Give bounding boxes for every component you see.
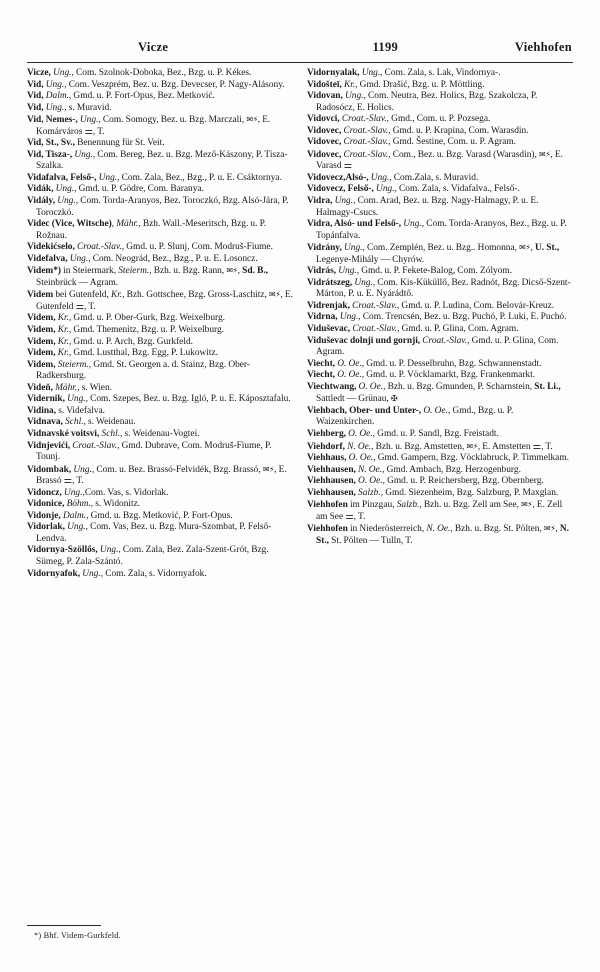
dictionary-entry: Vid, Nemes-, Ung., Com. Somogy, Bez. u. Bzg. Marczali, ✉⚡, E. Komárváros ⚌, T. [27, 115, 271, 137]
dictionary-entry: Vidonice, Böhm., s. Widonitz. [27, 499, 141, 510]
dictionary-entry: Vidorlak, Ung., Com. Vas, Bez. u. Bzg. Mura-Szombat, P. Felső-Lendva. [27, 522, 272, 544]
dictionary-entry: Vidra, Alsó- und Felső-, Ung., Com. Torda-Aranyos, Bez., Bzg. u. P. Topánfalva. [307, 219, 567, 241]
dictionary-entry: Vidrenjak, Croat.-Slav., Gmd. u. P. Ludina, Com. Belovár-Kreuz. [307, 300, 555, 311]
header-right-catchword: Viehhofen [514, 40, 572, 54]
dictionary-entry: Vidrna, Ung., Com. Trencsén, Bez. u. Bzg. Puchó, P. Luki, E. Puchó. [307, 312, 567, 323]
dictionary-entry: Vidovecz,Alsó-, Ung., Com.Zala, s. Muravid. [307, 172, 479, 183]
dictionary-entry: Vidovec, Croat.-Slav., Com., Bez. u. Bzg. Varasd (Warasdin), ✉⚡, E. Varasd ⚌ [307, 149, 563, 172]
dictionary-entry: Vidrás, Ung., Gmd. u. P. Fekete-Balog, Com. Zólyom. [307, 266, 513, 277]
dictionary-entry: Vidovec, Croat.-Slav., Gmd. Šestine, Com. u. P. Agram. [307, 137, 516, 148]
dictionary-entry: Vidrátszeg, Ung., Com. Kis-Küküllő, Bez. Radnót, Bzg. Dicső-Szent-Márton, P. u. E. Nyárádtő. [307, 277, 571, 300]
dictionary-entry: Vicze, Ung., Com. Szolnok-Doboka, Bez., Bzg. u. P. Kékes. [27, 68, 252, 78]
dictionary-entry: Viehhausen, O. Oe., Gmd. u. P. Reichersberg, Bzg. Obernberg. [307, 476, 544, 487]
dictionary-entry: Viehdorf, N. Oe., Bzh. u. Bzg. Amstetten, ✉⚡, E. Amstetten ⚌, T. [307, 441, 553, 452]
dictionary-entry: Viehhofen im Pinzgau, Salzb., Bzh. u. Bzg. Zell am See, ✉⚡, E. Zell am See ⚌, T. [307, 500, 563, 522]
dictionary-entry: Viehhausen, N. Oe., Gmd. Ambach, Bzg. Herzogenburg. [307, 464, 521, 475]
dictionary-entry: Vidovec, Croat.-Slav., Gmd. u. P. Krapina, Com. Warasdin. [307, 125, 529, 136]
column-right [307, 68, 573, 928]
dictionary-entry: Viehhofen in Niederösterreich, N. Oe., Bzh. u. Bzg. St. Pölten, ✉⚡, N. St., St. Pölten — Tulln, T. [307, 524, 569, 546]
dictionary-entry: Viduševac dolnji und gornji, Croat.-Slav., Gmd. u. P. Glina, Com. Agram. [307, 335, 559, 358]
dictionary-entry: Videfalva, Ung., Com. Neográd, Bez., Bzg., P. u. E. Losoncz. [27, 253, 258, 264]
text-columns [27, 68, 573, 928]
dictionary-entry: Vid, Ung., Com. Veszprém, Bez. u. Bzg. Devecser, P. Nagy-Alásony. [27, 79, 285, 90]
page-header [28, 40, 572, 60]
dictionary-entry: Viechtwang, O. Oe., Bzh. u. Bzg. Gmunden, P. Scharnstein, St. Li., Sattledt — Grünau, ✠ [307, 381, 561, 405]
dictionary-entry: Vidonje, Dalm., Gmd. u. Bzg. Metković, P. Fort-Opus. [27, 510, 233, 521]
dictionary-entry: Vidornyalak, Ung., Com. Zala, s. Lak, Vindornya-. [307, 68, 501, 78]
dictionary-entry: Viecht, O. Oe., Gmd. u. P. Vöcklamarkt, Bzg. Frankenmarkt. [307, 370, 536, 381]
dictionary-entry: Vidornyafok, Ung., Com. Zala, s. Vidornyafok. [27, 568, 207, 579]
dictionary-entry: Vidovecz, Felső-, Ung., Com. Zala, s. Vidafalva., Felső-. [307, 184, 520, 195]
header-left-catchword: Vicze [138, 40, 169, 54]
dictionary-entry: Vid, Dalm., Gmd. u. P. Fort-Opus, Bez. Metković. [27, 91, 215, 102]
dictionary-entry: Vid, Ung., s. Muravid. [27, 102, 112, 113]
dictionary-entry: Viehhaus, O. Oe., Gmd. Gampern, Bzg. Vöcklabruck, P. Timmelkam. [307, 453, 569, 464]
dictionary-entry: Videm*) in Steiermark, Steierm., Bzh. u. Bzg. Rann, ✉⚡, Sd. B., Steinbrück — Agram. [27, 266, 269, 288]
dictionary-entry: Videm bei Gutenfeld, Kr., Bzh. Gottschee, Bzg. Gross-Laschitz, ✉⚡, E. Gutenfeld ⚌, T. [27, 290, 293, 312]
page-number: 1199 [372, 40, 399, 54]
header-rule [27, 62, 573, 63]
dictionary-entry: Vidnava, Schl., s. Weidenau. [27, 417, 136, 428]
footnote-rule [27, 925, 101, 926]
dictionary-entry: Vidnjevići, Croat.-Slav., Gmd. Dubrave, Com. Modruš-Fiume, P. Tounj. [27, 440, 272, 463]
dictionary-entry: Vidošteī, Kr., Gmd. Drašić, Bzg. u. P. Möttling. [307, 79, 485, 90]
dictionary-entry: Viehberg, O. Oe., Gmd. u. P. Sandl, Bzg. Freistadt. [307, 428, 499, 439]
dictionary-entry: Vidrány, Ung., Com. Zemplén, Bez. u. Bzg.. Homonna, ✉⚡, U. St., Legenye-Mihály — Chyrów. [307, 243, 560, 265]
dictionary-entry: Viduševac, Croat.-Slav., Gmd. u. P. Glina, Com. Agram. [307, 324, 519, 335]
dictionary-entry: Viehhausen, Salzb., Gmd. Siezenheim, Bzg. Salzburg, P. Maxglan. [307, 487, 559, 498]
dictionary-entry: Videm, Kr., Gmd. Themenitz, Bzg. u. P. Weixelburg. [27, 325, 224, 336]
dictionary-entry: Vidombak, Ung., Com. u. Bez. Brassó-Felvidék, Bzg. Brassó, ✉⚡, E. Brassó ⚌, T. [27, 464, 287, 487]
dictionary-entry: Vidák, Ung., Gmd. u. P. Gödre, Com. Baranya. [27, 184, 204, 195]
dictionary-entry: Videm, Steierm., Gmd. St. Georgen a. d. Stainz, Bzg. Ober-Radkersburg. [27, 359, 250, 382]
dictionary-entry: Viehbach, Ober- und Unter-, O. Oe., Gmd., Bzg. u. P. Waizenkirchen. [307, 405, 514, 428]
dictionary-entry: Vidra, Ung., Com. Arad, Bez. u. Bzg. Nagy-Halmagy, P. u. E. Halmagy-Csucs. [307, 196, 539, 218]
dictionary-entry: Vidafalva, Felső-, Ung., Com. Zala, Bez., Bzg., P. u. E. Csáktornya. [27, 172, 282, 183]
dictionary-entry: Vidernik, Ung., Com. Szepes, Bez. u. Bzg. Igló, P. u. E. Káposztafalu. [27, 394, 291, 405]
dictionary-entry: Vidina, s. Videfalva. [27, 405, 105, 416]
dictionary-entry: Vid, St., Sv., Benennung für St. Veit. [27, 138, 165, 149]
dictionary-entry: Viecht, O. Oe., Gmd. u. P. Desselbruhn, Bzg. Schwannenstadt. [307, 358, 542, 369]
dictionary-entry: Vidoncz, Ung.,Com. Vas, s. Vidorlak. [27, 487, 169, 498]
dictionary-entry: Vid, Tisza-, Ung., Com. Bereg, Bez. u. Bzg. Mező-Kászony, P. Tisza-Szalka. [27, 149, 288, 172]
dictionary-entry: Videc (Vice, Witsche), Mähr., Bzh. Wall.-Meseritsch, Bzg. u. P. Rožnau. [27, 219, 267, 241]
dictionary-entry: Videm, Kr., Gmd. u. P. Arch, Bzg. Gurkfeld. [27, 336, 193, 347]
dictionary-entry: Videm, Kr., Gmd. Lustthal, Bzg. Egg, P. Lukowitz. [27, 348, 218, 359]
dictionary-entry: Vidály, Ung., Com. Torda-Aranyos, Bez. Toroczkó, Bzg. Alsó-Jára, P. Toroczkó. [27, 196, 289, 218]
dictionary-entry: Vidovci, Croat.-Slav., Gmd., Com. u. P. Pozsega. [307, 114, 491, 125]
column-left [27, 68, 293, 928]
dictionary-entry: Vidovan, Ung., Com. Neutra, Bez. Holics, Bzg. Szakolcza, P. Radosócz, E. Holics. [307, 91, 538, 113]
dictionary-entry: Videkićselo, Croat.-Slav., Gmd. u. P. Slunj, Com. Modruš-Fiume. [27, 242, 273, 253]
dictionary-entry: Vidnavské voitsvi, Schl., s. Weidenau-Vogtei. [27, 428, 200, 439]
footnote: *) Bhf. Videm-Gurkfeld. [34, 931, 121, 940]
dictionary-entry: Vidornya-Szöllős, Ung., Com. Zala, Bez. Zala-Szent-Grót, Bzg. Sümeg, P. Zala-Szántó. [27, 545, 269, 567]
dictionary-entry: Videň, Mähr., s. Wien. [27, 382, 112, 393]
dictionary-entry: Videm, Kr., Gmd. u. P. Ober-Gurk, Bzg. Weixelburg. [27, 313, 226, 324]
